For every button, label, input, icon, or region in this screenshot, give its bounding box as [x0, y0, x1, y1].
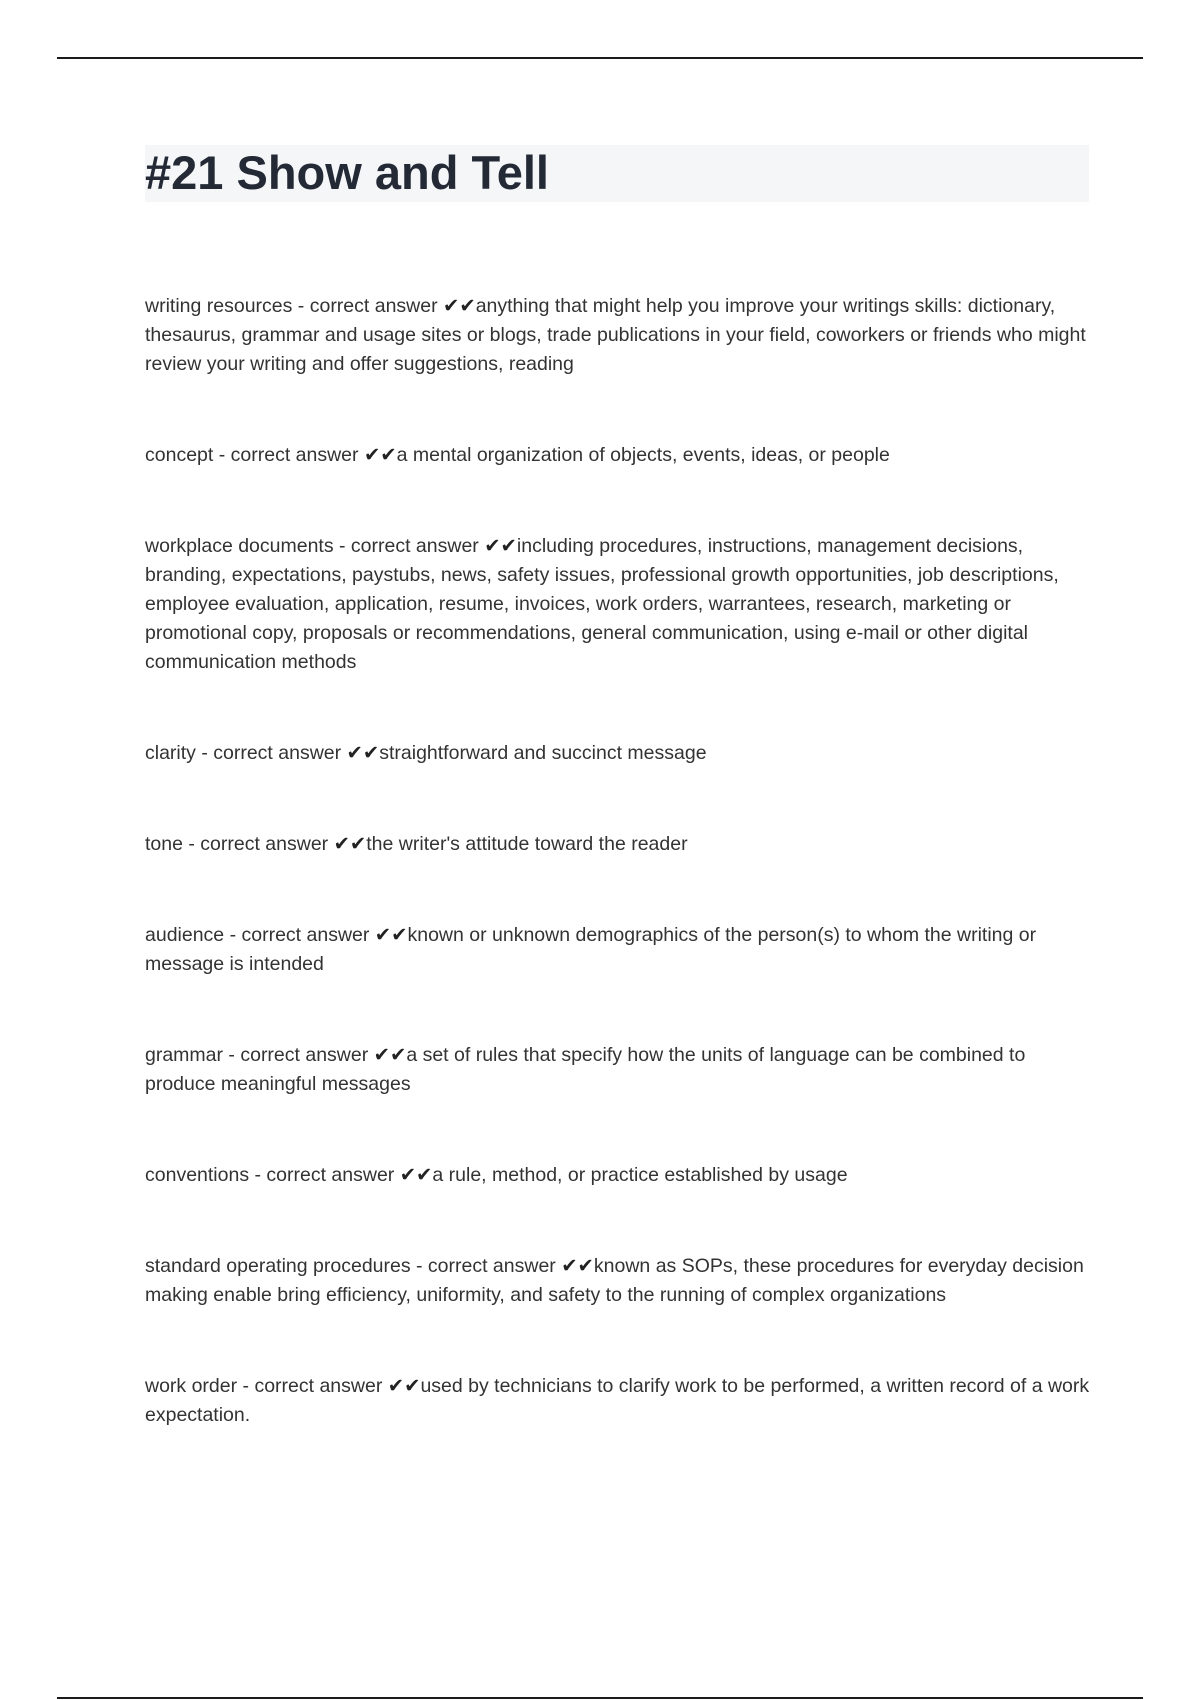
- entry-definition: the writer's attitude toward the reader: [366, 833, 688, 855]
- entry-term: work order: [145, 1375, 238, 1397]
- entry-term: writing resources: [145, 295, 293, 317]
- flashcard-entry: [145, 921, 1090, 979]
- entry-separator: - correct answer: [333, 535, 485, 557]
- flashcard-entry: [145, 1041, 1090, 1099]
- entry-definition: a mental organization of objects, events, ideas, or people: [396, 444, 890, 466]
- double-check-icon: ✔✔: [484, 535, 517, 557]
- top-rule: [57, 57, 1143, 59]
- double-check-icon: ✔✔: [561, 1255, 594, 1277]
- entry-definition: including procedures, instructions, management decisions, branding, expectations, paystubs, news, safety issues, professional growth opportunities, job descriptions, employee evaluation, application, resume, invoices, work orders, warrantees, research, marketing or promotional copy, proposals or recommendations, general communication, using e-mail or other digital communication methods: [145, 535, 1059, 673]
- entry-definition: known as SOPs, these procedures for everyday decision making enable bring efficiency, uniformity, and safety to the running of complex organizations: [145, 1255, 1084, 1306]
- entry-definition: known or unknown demographics of the person(s) to whom the writing or message is intended: [145, 924, 1037, 975]
- double-check-icon: ✔✔: [374, 924, 408, 946]
- bottom-rule: [57, 1697, 1143, 1699]
- entry-separator: - correct answer: [213, 444, 364, 466]
- double-check-icon: ✔✔: [363, 444, 397, 466]
- entry-separator: - correct answer: [410, 1255, 562, 1277]
- entry-separator: - correct answer: [249, 1164, 400, 1186]
- entry-separator: - correct answer: [195, 742, 347, 764]
- flashcard-entry: [145, 441, 1090, 470]
- flashcard-list: [145, 292, 1090, 1492]
- entry-term: concept: [145, 444, 214, 466]
- double-check-icon: ✔✔: [373, 1044, 407, 1066]
- entry-term: workplace documents: [145, 535, 334, 557]
- entry-separator: - correct answer: [224, 924, 375, 946]
- double-check-icon: ✔✔: [333, 833, 367, 855]
- entry-definition: used by technicians to clarify work to be performed, a written record of a work expectation.: [145, 1375, 1090, 1426]
- entry-definition: anything that might help you improve your writings skills: dictionary, thesaurus, grammar and usage sites or blogs, trade publications in your field, coworkers or friends who might review your writing and offer suggestions, reading: [145, 295, 1086, 375]
- entry-term: clarity: [145, 742, 196, 764]
- flashcard-entry: [145, 1252, 1090, 1310]
- flashcard-entry: [145, 830, 1090, 859]
- double-check-icon: ✔✔: [399, 1164, 433, 1186]
- entry-definition: straightforward and succinct message: [379, 742, 707, 764]
- flashcard-entry: [145, 532, 1090, 677]
- entry-term: grammar: [145, 1044, 224, 1066]
- entry-term: tone: [145, 833, 183, 855]
- entry-term: standard operating procedures: [145, 1255, 411, 1277]
- double-check-icon: ✔✔: [387, 1375, 421, 1397]
- double-check-icon: ✔✔: [443, 295, 476, 317]
- entry-separator: - correct answer: [292, 295, 444, 317]
- page-title: #21 Show and Tell: [145, 146, 549, 199]
- entry-term: conventions: [145, 1164, 250, 1186]
- flashcard-entry: [145, 739, 1090, 768]
- entry-definition: a set of rules that specify how the units of language can be combined to produce meaningful messages: [145, 1044, 1026, 1095]
- flashcard-entry: [145, 292, 1090, 379]
- entry-separator: - correct answer: [223, 1044, 374, 1066]
- entry-separator: - correct answer: [182, 833, 334, 855]
- double-check-icon: ✔✔: [346, 742, 380, 764]
- entry-definition: a rule, method, or practice established by usage: [432, 1164, 848, 1186]
- entry-separator: - correct answer: [237, 1375, 388, 1397]
- flashcard-entry: [145, 1372, 1090, 1430]
- entry-term: audience: [145, 924, 225, 946]
- flashcard-entry: [145, 1161, 1090, 1190]
